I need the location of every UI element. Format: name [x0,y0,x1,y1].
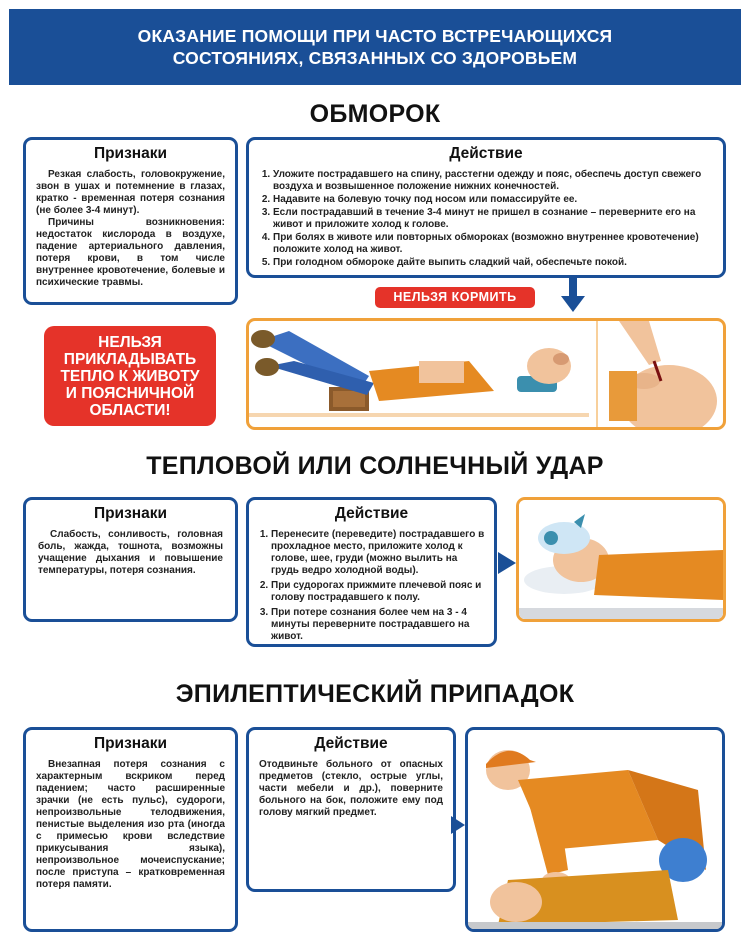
epilepsy-signs-text: Внезапная потеря сознания с характерным вскриком перед падением; часто расширенные зрачки (не есть пульс), судороги, непроизвольные телодвижения, пенистые выделения изо рта (иногда с примесью крови вследствие прикусывания языка), непроизвольное мочеиспускание; после приступа – кратковременная потеря памяти. [36,759,225,890]
heat-signs-text: Слабость, сонливость, головная боль, жажда, тошнота, возможны учащение дыхания и повышение температуры, потеря сознания. [38,529,223,576]
heat-action-list [257,529,486,643]
faint-action-box [246,137,726,278]
header-line-1: ОКАЗАНИЕ ПОМОЩИ ПРИ ЧАСТО ВСТРЕЧАЮЩИХСЯ [137,26,613,46]
epilepsy-action-box [246,727,456,892]
epilepsy-title: ЭПИЛЕПТИЧЕСКИЙ ПРИПАДОК [175,680,575,708]
warning-line: НЕЛЬЗЯ [98,334,162,351]
epilepsy-signs-box [23,727,238,932]
epilepsy-action-text: Отодвиньте больного от опасных предметов (стекло, острые углы, части мебели и др.), поверните больного на бок, положите ему под голову мягкий предмет. [259,759,443,818]
header-line-2: СОСТОЯНИЯХ, СВЯЗАННЫХ СО ЗДОРОВЬЕМ [172,48,578,68]
heat-action-item: 3. При потере сознания более чем на 3 - 4 минуты переверните пострадавшего на живот. [271,607,486,643]
faint-action-item: 3. Если пострадавший в течение 3-4 минут не пришел в сознание – переверните его на живот и приложите холод к голове. [273,207,713,231]
warning-line: ОБЛАСТИ! [89,402,171,419]
warning-line: ТЕПЛО К ЖИВОТУ [60,368,200,385]
faint-action-item: 5. При голодном обмороке дайте выпить сладкий чай, обеспечьте покой. [273,257,713,269]
right-arrow-icon [451,816,465,834]
faint-action-item: 1. Уложите пострадавшего на спину, расстегни одежду и пояс, обеспечь доступ свежего воздуха и возвышенное положение нижних конечностей. [273,169,713,193]
faint-action-item: 4. При болях в животе или повторных обмороках (возможно внутреннее кровотечение) положите холод на живот. [273,232,713,256]
warning-line: ПРИКЛАДЫВАТЬ [63,351,197,368]
heat-illustration [516,497,726,622]
epilepsy-signs-heading: Признаки [93,735,168,752]
heat-signs-heading: Признаки [93,505,168,522]
heat-action-box [246,497,497,647]
heat-signs-box [23,497,238,622]
faint-title: ОБМОРОК [309,100,441,128]
heat-action-heading: Действие [334,505,409,522]
faint-signs-heading: Признаки [93,145,168,162]
heat-title: ТЕПЛОВОЙ ИЛИ СОЛНЕЧНЫЙ УДАР [146,452,604,480]
heat-action-item: 1. Перенесите (переведите) пострадавшего в прохладное место, приложите холод к голове, шее, груди (можно вылить на грудь ведро холодной воды). [271,529,486,577]
warning-no-heat [44,326,216,426]
page-header [9,9,741,85]
faint-signs-box [23,137,238,305]
lying-person-illustration [249,321,723,427]
faint-illustration [246,318,726,430]
helper-and-patient-illustration [468,730,722,929]
heat-action-item: 2. При судорогах прижмите плечевой пояс и голову пострадавшего к полу. [271,580,486,604]
faint-action-heading: Действие [449,145,523,162]
down-arrow-icon [561,278,585,314]
cold-compress-illustration [519,500,723,619]
faint-signs-text-1: Резкая слабость, головокружение, звон в ушах и потемнение в глазах, кратко - временная потеря сознания (не более 3-4 минут). [36,169,225,216]
faint-action-list [259,169,713,269]
epilepsy-illustration [465,727,725,932]
right-arrow-icon [498,552,516,574]
warning-line: И ПОЯСНИЧНОЙ [65,385,195,402]
faint-signs-text-2: Причины возникновения: недостаток кислорода в воздухе, падение артериального давления, потеря крови, в том числе внутреннее кровотечение, болевые и психические травмы. [36,217,225,288]
no-feed-label: НЕЛЬЗЯ КОРМИТЬ [375,287,535,308]
faint-action-item: 2. Надавите на болевую точку под носом или помассируйте ее. [273,194,713,206]
epilepsy-action-heading: Действие [314,735,388,752]
